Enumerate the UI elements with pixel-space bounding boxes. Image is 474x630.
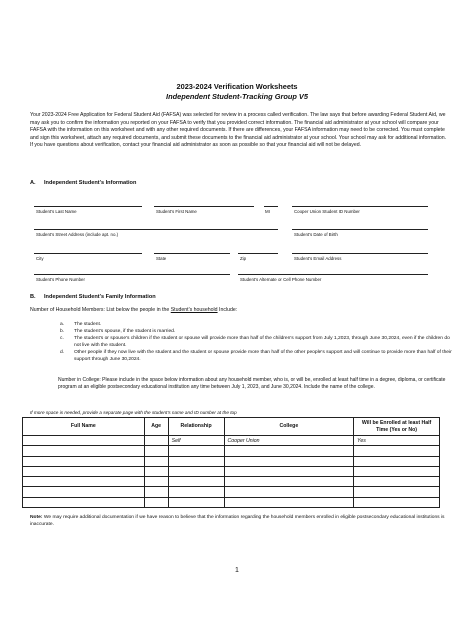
note-label: Note: <box>30 515 43 520</box>
cell-full-name[interactable] <box>23 456 145 466</box>
street-input-line[interactable] <box>34 229 278 230</box>
cell-relationship[interactable] <box>168 497 224 507</box>
cell-college[interactable] <box>224 477 354 487</box>
list-item-text: The student. <box>74 322 102 327</box>
section-a-heading <box>30 180 136 186</box>
household-members-text <box>30 307 237 315</box>
cell-age[interactable] <box>144 477 168 487</box>
zip-label: Zip <box>240 256 247 261</box>
cell-college[interactable] <box>224 456 354 466</box>
table-row <box>23 487 440 497</box>
cell-age[interactable] <box>144 446 168 456</box>
cooper-id-label: Cooper Union Student ID Number <box>294 209 360 214</box>
cell-age[interactable] <box>144 466 168 476</box>
cell-full-name[interactable] <box>23 497 145 507</box>
more-space-note: If more space is needed, provide a separate page with the student's name and ID number at the top <box>30 410 237 415</box>
city-input-line[interactable] <box>34 253 142 254</box>
section-b-letter: B. <box>30 294 36 300</box>
cell-half-time[interactable] <box>354 487 440 497</box>
cell-age[interactable] <box>144 497 168 507</box>
phone-input-line[interactable] <box>34 274 230 275</box>
note-text: We may require additional documentation if we have reason to believe that the information regarding the household members enrolled in eligible postsecondary educational institutions is inaccurate. <box>30 515 445 528</box>
table-row <box>23 466 440 476</box>
cell-half-time[interactable] <box>354 466 440 476</box>
section-b-title: Independent Student's Family Information <box>44 294 156 300</box>
worksheet-subtitle: Independent Student-Tracking Group V5 <box>166 92 308 101</box>
dob-input-line[interactable] <box>292 229 428 230</box>
first-name-input-line[interactable] <box>154 206 254 207</box>
household-underlined-term: Student's household <box>170 307 218 313</box>
note-paragraph <box>30 514 450 529</box>
list-item <box>60 321 452 328</box>
household-suffix: Include: <box>217 307 238 313</box>
table-row <box>23 446 440 456</box>
table-row <box>23 456 440 466</box>
email-label: Student's Email Address <box>294 256 342 261</box>
cell-half-time[interactable] <box>354 456 440 466</box>
section-a-title: Independent Student's Information <box>44 180 137 186</box>
cell-relationship[interactable] <box>168 487 224 497</box>
cell-full-name[interactable] <box>23 477 145 487</box>
state-label: State <box>156 256 167 261</box>
section-b-heading <box>30 294 156 300</box>
cell-full-name[interactable] <box>23 466 145 476</box>
table-header-row <box>23 418 440 436</box>
cell-full-name[interactable] <box>23 487 145 497</box>
cell-relationship[interactable] <box>168 456 224 466</box>
mi-input-line[interactable] <box>264 206 278 207</box>
table-row <box>23 477 440 487</box>
dob-label: Student's Date of Birth <box>294 232 338 237</box>
list-item <box>60 335 452 349</box>
col-header-relationship: Relationship <box>168 418 224 436</box>
page-number: 1 <box>235 567 239 574</box>
cell-college[interactable]: Cooper Union <box>224 436 354 446</box>
cell-relationship[interactable] <box>168 446 224 456</box>
cell-relationship[interactable]: Self <box>168 436 224 446</box>
cell-relationship[interactable] <box>168 466 224 476</box>
email-input-line[interactable] <box>292 253 428 254</box>
cell-relationship[interactable] <box>168 477 224 487</box>
cell-full-name[interactable] <box>23 436 145 446</box>
list-marker: b. <box>60 329 65 335</box>
table-row <box>23 436 440 446</box>
cell-college[interactable] <box>224 497 354 507</box>
cell-college[interactable] <box>224 446 354 456</box>
col-header-half-time: Will be Enrolled at least Half Time (Yes or No) <box>354 418 440 436</box>
cell-college[interactable] <box>224 487 354 497</box>
col-header-college: College <box>224 418 354 436</box>
state-input-line[interactable] <box>154 253 230 254</box>
cell-half-time[interactable] <box>354 446 440 456</box>
last-name-label: Student's Last Name <box>36 209 77 214</box>
cell-half-time[interactable]: Yes <box>354 436 440 446</box>
cell-age[interactable] <box>144 456 168 466</box>
col-header-full-name: Full Name <box>23 418 145 436</box>
list-item <box>60 328 452 335</box>
cell-college[interactable] <box>224 466 354 476</box>
list-marker: c. <box>60 336 64 342</box>
list-marker: d. <box>60 350 65 356</box>
list-item <box>60 349 452 363</box>
alt-phone-label: Student's Alternate or Cell Phone Number <box>240 277 322 282</box>
zip-input-line[interactable] <box>238 253 278 254</box>
cell-age[interactable] <box>144 487 168 497</box>
list-item-text: The student's or spouse's children if the student or spouse will provide more than half of the children's support from July 1,2023, through June 30,2024, even if the children do not live with the student. <box>74 336 450 349</box>
cooper-id-input-line[interactable] <box>292 206 428 207</box>
first-name-label: Student's First Name <box>156 209 197 214</box>
cell-full-name[interactable] <box>23 446 145 456</box>
number-in-college-paragraph: Number in College: Please include in the space below information about any household member, who is, or will be, enrolled at least half time in a degree, diploma, or certificate program at an eligible postsecondary educational institution any time between July 1, 2023, and June 30,2024. Include the name of the college. <box>58 377 446 391</box>
col-header-age: Age <box>144 418 168 436</box>
table-row <box>23 497 440 507</box>
mi-label: MI <box>265 209 270 214</box>
list-item-text: The student's spouse, if the student is married. <box>74 329 176 335</box>
household-prefix: Number of Household Members: List below the people in the <box>30 307 171 313</box>
list-marker: a. <box>60 322 65 327</box>
alt-phone-input-line[interactable] <box>238 274 428 275</box>
last-name-input-line[interactable] <box>34 206 142 207</box>
street-label: Student's Street Address (include apt. no.) <box>36 232 119 237</box>
city-label: City <box>36 256 44 261</box>
phone-label: Student's Phone Number <box>36 277 85 282</box>
household-criteria-list <box>60 321 452 364</box>
worksheet-title: 2023-2024 Verification Worksheets <box>176 82 298 91</box>
household-college-table <box>22 417 440 508</box>
list-item-text: Other people if they now live with the student and the student or spouse provide more than half of the other people's support and will continue to provide more than half of their support through June 30,2024. <box>74 350 452 363</box>
section-a-letter: A. <box>30 180 36 186</box>
intro-paragraph: Your 2023-2024 Free Application for Federal Student Aid (FAFSA) was selected for review in a process called verification. The law says that before awarding Federal Student Aid, we may ask you to confirm the information you reported on your FAFSA to verify that you provided correct information. The financial aid administrator at your school will compare your FAFSA with the information on this worksheet and with any other required documents. If there are differences, your FAFSA information may need to be corrected. You must complete and sign this worksheet, attach any required documents, and submit these documents to the financial aid administrator at your school. Your school may ask for additional information. If you have questions about verification, contact your financial aid administrator as soon as possible so that your financial aid will not be delayed. <box>30 112 447 149</box>
cell-half-time[interactable] <box>354 477 440 487</box>
cell-age[interactable] <box>144 436 168 446</box>
cell-half-time[interactable] <box>354 497 440 507</box>
